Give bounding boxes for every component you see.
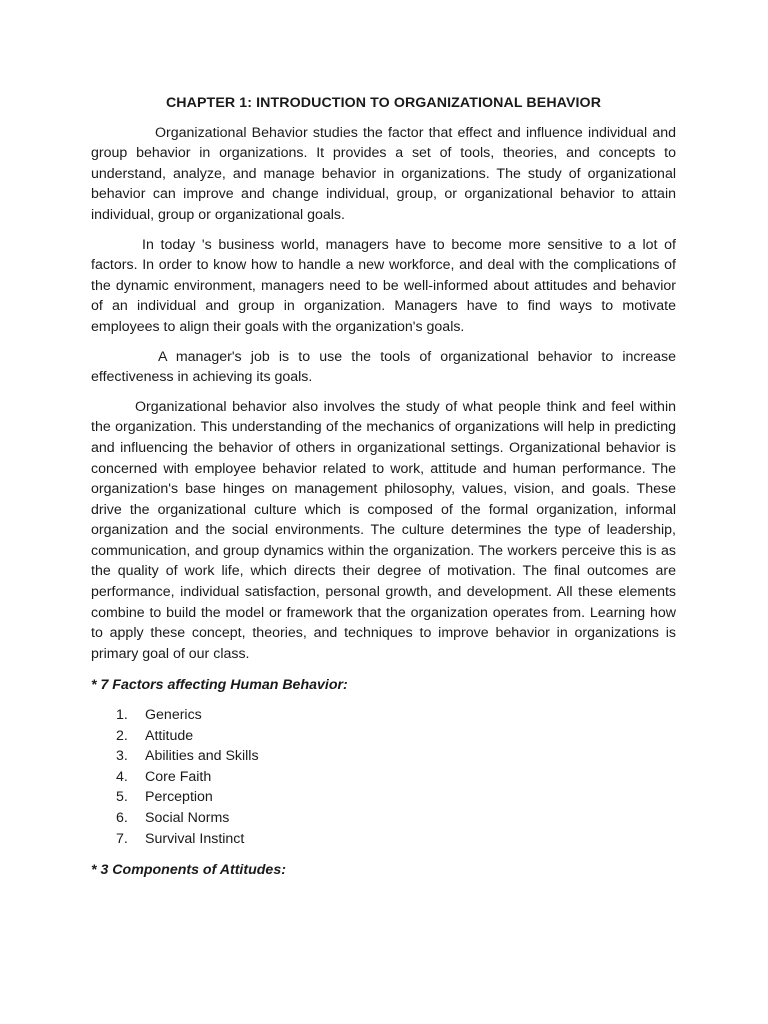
managers-job-paragraph: A manager's job is to use the tools of organizational behavior to increase effectiveness in achieving its goals. xyxy=(91,348,676,386)
list-item xyxy=(91,767,676,788)
list-item-number: 4. xyxy=(116,768,128,785)
list-item xyxy=(91,726,676,747)
list-item-number: 7. xyxy=(116,830,128,847)
business-world-paragraph: In today 's business world, managers have to become more sensitive to a lot of factors. In order to know how to handle a new workforce, and deal with the complications of the dynamic environment, managers need to be well-informed about attitudes and behavior of an individual and group in organization. Managers have to find ways to motivate employees to align their goals with the organization's goals. xyxy=(91,236,676,335)
list-item-label: Survival Instinct xyxy=(145,830,245,847)
chapter-title: CHAPTER 1: INTRODUCTION TO ORGANIZATIONAL BEHAVIOR xyxy=(165,95,602,111)
components-heading: * 3 Components of Attitudes: xyxy=(91,862,286,879)
intro-paragraph: Organizational Behavior studies the factor that effect and influence individual and group behavior in organizations. It provides a set of tools, theories, and concepts to understand, analyze, and manage behavior in organizations. The study of organizational behavior can improve and change individual, group, or organizational behavior to attain individual, group or organizational goals. xyxy=(91,124,676,223)
list-item-number: 3. xyxy=(116,748,128,765)
list-item-label: Core Faith xyxy=(145,768,212,785)
factors-list xyxy=(91,705,676,849)
list-item-label: Abilities and Skills xyxy=(145,748,259,765)
list-item xyxy=(91,787,676,808)
list-item xyxy=(91,746,676,767)
list-item-number: 2. xyxy=(116,727,128,744)
list-item-label: Generics xyxy=(145,707,202,724)
list-item xyxy=(91,705,676,726)
list-item-label: Attitude xyxy=(145,727,194,744)
list-item-label: Social Norms xyxy=(145,810,230,826)
list-item-number: 5. xyxy=(116,789,128,806)
list-item-label: Perception xyxy=(145,789,213,806)
document-page xyxy=(91,93,676,890)
factors-heading: * 7 Factors affecting Human Behavior: xyxy=(91,677,348,694)
list-item xyxy=(91,829,676,850)
ob-involves-paragraph: Organizational behavior also involves the study of what people think and feel within the organization. This understanding of the mechanics of organizations will help in predicting and influencing the behavior of others in organizational settings. Organizational behavior is concerned with employee behavior related to work, attitude and human performance. The organization's base hinges on management philosophy, values, vision, and goals. These drive the organizational culture which is composed of the formal organization, informal organization and the social environments. The culture determines the type of leadership, communication, and group dynamics within the organization. The workers perceive this is as the quality of work life, which directs their degree of motivation. The final outcomes are performance, individual satisfaction, personal growth, and development. All these elements combine to build the model or framework that the organization operates from. Learning how to apply these concept, theories, and techniques to improve behavior in organizations is primary goal of our class. xyxy=(91,398,676,662)
list-item-number: 1. xyxy=(116,707,128,724)
list-item xyxy=(91,808,676,829)
list-item-number: 6. xyxy=(116,810,128,826)
